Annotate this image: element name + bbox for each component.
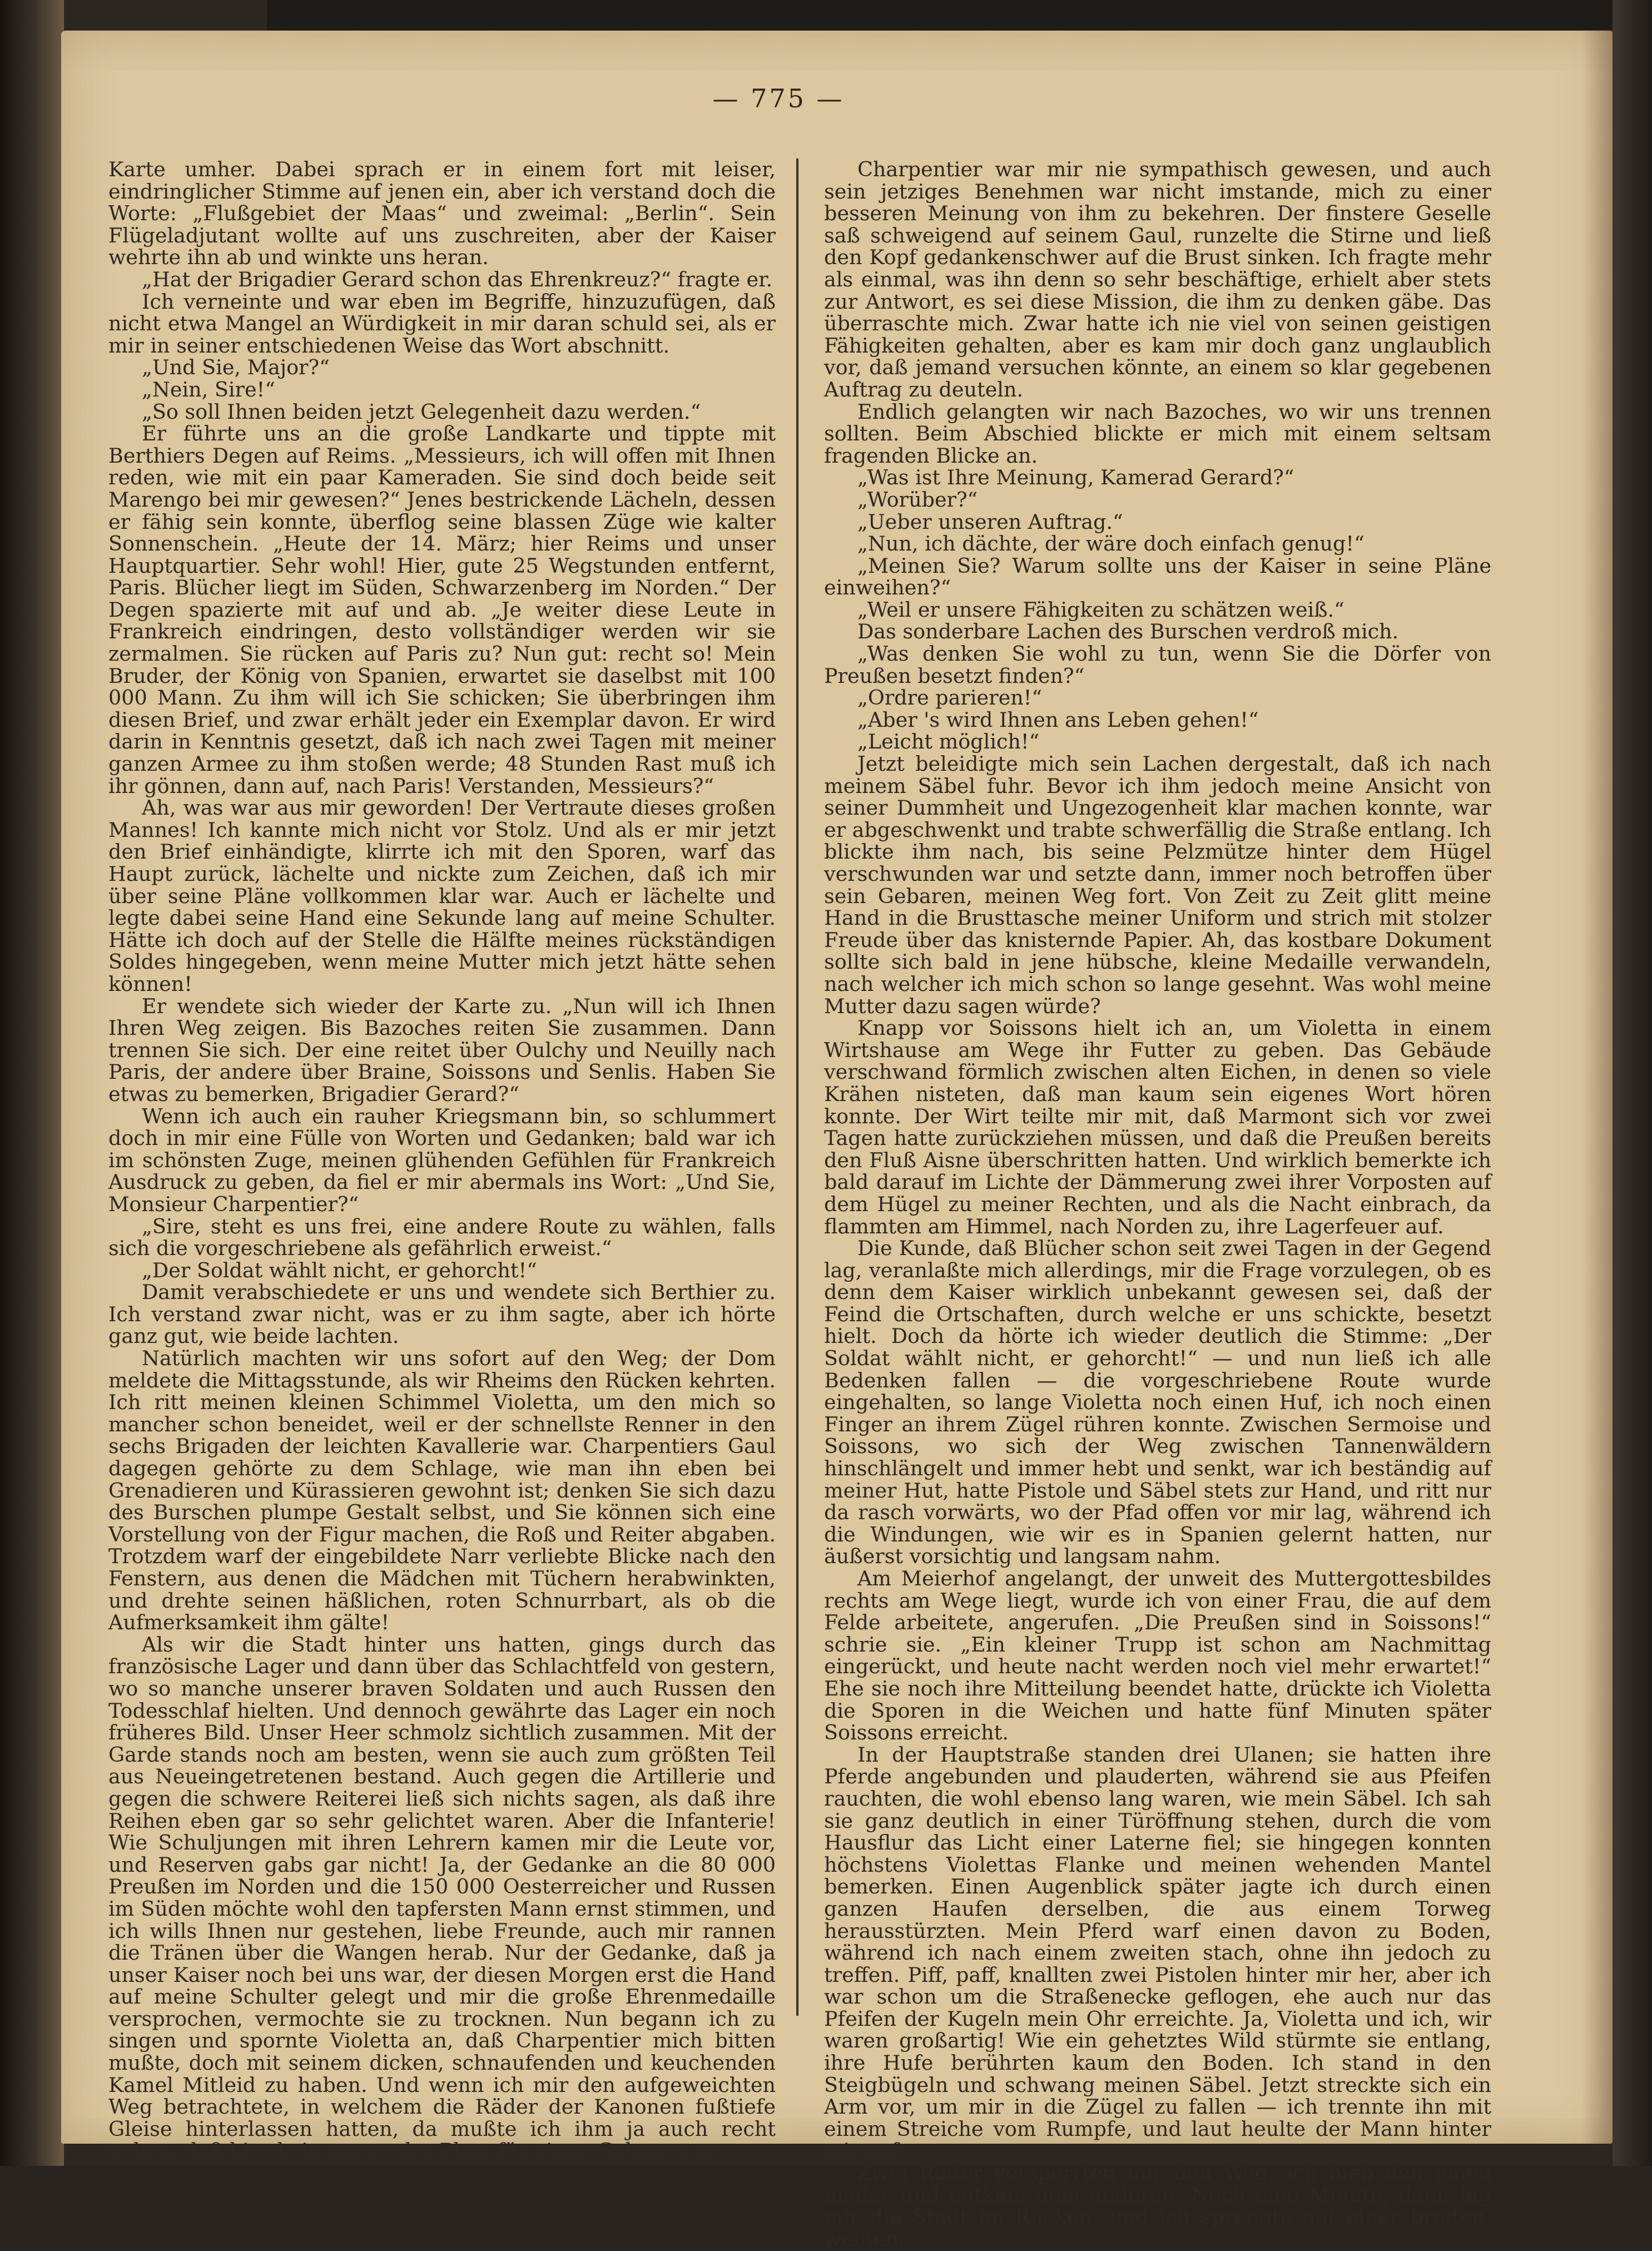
paragraph: Die Kunde, daß Blücher schon seit zwei Tagen in der Gegend lag, veranlaßte mich allerdings, mir die Frage vorzulegen, ob es denn dem Kaiser wirklich unbekannt gewesen sei, daß der Feind die Ortschaften, durch welche er uns schickte, besetzt hielt. Doch da hörte ich wieder deutlich die Stimme: „Der Soldat wählt nicht, er gehorcht!“ — und nun ließ ich alle Bedenken fallen — die vorgeschriebene Route wurde eingehalten, so lange Violetta noch einen Huf, ich noch einen Finger an ihrem Zügel rühren konnte. Zwischen Sermoise und Soissons, wo sich der Weg zwischen Tannenwäldern hinschlängelt und immer hebt und senkt, war ich beständig auf meiner Hut, hatte Pistole und Säbel stets zur Hand, und ritt nur da rasch vorwärts, wo der Pfad offen vor mir lag, während ich die Windungen, wie wir es in Spanien gelernt hatten, nur äußerst vorsichtig und langsam nahm. — [824, 1236, 1491, 1569]
paragraph: Natürlich machten wir uns sofort auf den Weg; der Dom meldete die Mittagsstunde, als wir Rheims den Rücken kehrten. Ich ritt meinen kleinen Schimmel Violetta, um den mich so mancher schon beneidet, weil er der schnellste Renner in den sechs Brigaden der leichten Kavallerie war. Charpentiers Gaul dagegen gehörte zu dem Schlage, wie man ihn eben bei Grenadieren und Kürassieren gewohnt ist; denken Sie sich dazu des Burschen plumpe Gestalt selbst, und Sie können sich eine Vorstellung von der Figur machen, die Roß und Reiter abgaben. Trotzdem warf der eingebildete Narr verliebte Blicke nach den Fenstern, aus denen die Mädchen mit Tüchern herabwinkten, und drehte seinen häßlichen, roten Schnurrbart, als ob die Aufmerksamkeit ihm gälte! — [108, 1346, 776, 1635]
paragraph: „Aber 's wird Ihnen ans Leben gehen!“ — [857, 707, 1259, 732]
paragraph: „Sire, steht es uns frei, eine andere Route zu wählen, falls sich die vorgeschriebene als gefährlich erweist.“ — [108, 1214, 776, 1261]
paragraph: Jetzt beleidigte mich sein Lachen dergestalt, daß ich nach meinem Säbel fuhr. Bevor ich ihm jedoch meine Ansicht von seiner Dummheit und Ungezogenheit klar machen konnte, war er abgeschwenkt und trabte schwerfällig die Straße entlang. Ich blickte ihm nach, bis seine Pelzmütze hinter dem Hügel verschwunden war und setzte dann, immer noch betroffen über sein Gebaren, meinen Weg fort. Von Zeit zu Zeit glitt meine Hand in die Brusttasche meiner Uniform und strich mit stolzer Freude über das knisternde Papier. Ah, das kostbare Dokument sollte sich bald in jene hübsche, kleine Medaille verwandeln, nach welcher ich mich schon so lange gesehnt. Was wohl meine Mutter dazu sagen würde? — [824, 752, 1491, 1018]
paragraph: „Nein, Sire!“ — [142, 377, 275, 401]
paragraph: Endlich gelangten wir nach Bazoches, wo wir uns trennen sollten. Beim Abschied blickte er mich mit einem seltsam fragenden Blicke an. — [824, 399, 1491, 468]
paragraph: Karte umher. Dabei sprach er in einem fort mit leiser, eindringlicher Stimme auf jenen ein, aber ich verstand doch die Worte: „Flußgebiet der Maas“ und zweimal: „Berlin“. Sein Flügeladjutant wollte auf uns zuschreiten, aber der Kaiser wehrte ihn ab und winkte uns heran. — [108, 157, 776, 270]
paragraph: Ah, was war aus mir geworden! Der Vertraute dieses großen Mannes! Ich kannte mich nicht vor Stolz. Und als er mir jetzt den Brief einhändigte, klirrte ich mit den Sporen, warf das Haupt zurück, lächelte und nickte zum Zeichen, daß ich mir über seine Pläne vollkommen klar war. Auch er lächelte und legte dabei seine Hand eine Sekunde lang auf meine Schulter. Hätte ich doch auf der Stelle die Hälfte meines rückständigen Soldes hingegeben, wenn meine Mutter mich jetzt hätte sehen können! — [108, 796, 776, 996]
paragraph: „Ueber unseren Auftrag.“ — [857, 509, 1123, 534]
paragraph: „Was ist Ihre Meinung, Kamerad Gerard?“ — [857, 465, 1294, 490]
paragraph: Am Meierhof angelangt, der unweit des Muttergottesbildes rechts am Wege liegt, wurde ich von einer Frau, die auf dem Felde arbeitete, angerufen. „Die Preußen sind in Soissons!“ schrie sie. „Ein kleiner Trupp ist schon am Nachmittag eingerückt, und heute nacht werden noch viel mehr erwartet!“ Ehe sie noch ihre Mitteilung beendet hatte, drückte ich Violetta die Sporen in die Weichen und hatte fünf Minuten später Soissons erreicht. — [824, 1566, 1491, 1745]
paragraph: „Was denken Sie wohl zu tun, wenn Sie die Dörfer von Preußen besetzt finden?“ — [824, 642, 1491, 688]
page-number: — 775 — — [712, 83, 845, 113]
book-cover-edge-top — [267, 0, 1652, 33]
paragraph: Charpentier war mir nie sympathisch gewesen, und auch sein jetziges Benehmen war nicht imstande, mich zu einer besseren Meinung von ihm zu bekehren. Der finstere Geselle saß schweigend auf seinem Gaul, runzelte die Stirne und ließ den Kopf gedankenschwer auf die Brust sinken. Ich fragte mehr als einmal, was ihn denn so sehr beschäftige, erhielt aber stets zur Antwort, es sei diese Mission, die ihm zu denken gäbe. Das überraschte mich. Zwar hatte ich nie viel von seinen geistigen Fähigkeiten gehalten, aber es kam mir doch ganz unglaublich vor, daß jemand versuchen könnte, an einem so klar gegebenen Auftrag zu deuteln. — [824, 157, 1491, 401]
paragraph: „Worüber?“ — [857, 487, 978, 512]
paragraph: „Ordre parieren!“ — [857, 686, 1043, 710]
paragraph: Er führte uns an die große Landkarte und tippte mit Berthiers Degen auf Reims. „Messieurs, ich will offen mit Ihnen reden, wie mit ein paar Kameraden. Sie sind doch beide seit Marengo bei mir gewesen?“ Jenes bestrickende Lächeln, dessen er fähig sein konnte, überflog seine blassen Züge wie kalter Sonnenschein. „Heute der 14. März; hier Reims und unser Hauptquartier. Sehr wohl! Hier, gute 25 Wegstunden entfernt, Paris. Blücher liegt im Süden, Schwarzenberg im Norden.“ Der Degen spazierte mit auf und ab. „Je weiter diese Leute in Frankreich eindringen, desto vollständiger werden wir sie zermalmen. Sie rücken auf Paris zu? Nun gut: recht so! Mein Bruder, der König von Spanien, erwartet sie daselbst mit 100 000 Mann. Zu ihm will ich Sie schicken; Sie überbringen ihm diesen Brief, und zwar erhält jeder ein Exemplar davon. Er wird darin in Kenntnis gesetzt, daß ich nach zwei Tagen mit meiner ganzen Armee zu ihm stoßen werde; 48 Stunden Rast muß ich ihr gönnen, dann auf, nach Paris! Verstanden, Messieurs?“ — [108, 422, 776, 798]
text-column-right — [824, 157, 1491, 2251]
paragraph: „Meinen Sie? Warum sollte uns der Kaiser in seine Pläne einweihen?“ — [824, 553, 1491, 600]
paragraph: „So soll Ihnen beiden jetzt Gelegenheit dazu werden.“ — [142, 399, 701, 424]
book-binding — [0, 0, 64, 2166]
paragraph: Ich verneinte und war eben im Begriffe, hinzuzufügen, daß nicht etwa Mangel an Würdigkeit in mir daran schuld sei, als er mir in seiner entschiedenen Weise das Wort abschnitt. — [108, 289, 776, 358]
paragraph: Er wendete sich wieder der Karte zu. „Nun will ich Ihnen Ihren Weg zeigen. Bis Bazoches reiten Sie zusammen. Dann trennen Sie sich. Der eine reitet über Oulchy und Neuilly nach Paris, der andere über Braine, Soissons und Senlis. Haben Sie etwas zu bemerken, Brigadier Gerard?“ — [108, 994, 776, 1106]
paragraph: In der Hauptstraße standen drei Ulanen; sie hatten ihre Pferde angebunden und plauderten, während sie aus Pfeifen rauchten, die wohl ebenso lang waren, wie mein Säbel. Ich sah sie ganz deutlich in einer Türöffnung stehen, durch die vom Hausflur das Licht einer Laterne fiel; sie hingegen konnten höchstens Violettas Flanke und meinen wehenden Mantel bemerken. Einen Augenblick später jagte ich durch einen ganzen Haufen derselben, die aus einem Torweg herausstürzten. Mein Pferd warf einen davon zu Boden, während ich nach einem zweiten stach, ohne ihn jedoch zu treffen. Piff, paff, knallten zwei Pistolen hinter mir her, aber ich war schon um die Straßenecke geflogen, ehe auch nur das Pfeifen der Kugeln mein Ohr erreichte. Ja, Violetta und ich, wir waren großartig! Wie ein gehetztes Wild stürmte sie entlang, ihre Hufe berührten kaum den Boden. Ich stand in den Steigbügeln und schwang meinen Säbel. Jetzt streckte sich ein Arm vor, um mir in die Zügel zu fallen — ich trennte ihn mit einem Streiche vom Rumpfe, und laut heulte der Mann hinter mir auf. — [824, 1742, 1491, 2163]
paragraph: Damit verabschiedete er uns und wendete sich Berthier zu. Ich verstand zwar nicht, was er zu ihm sagte, aber ich hörte ganz gut, wie beide lachten. — [108, 1280, 776, 1348]
paragraph: „Der Soldat wählt nicht, er gehorcht!“ — [142, 1258, 537, 1282]
paragraph: „Hat der Brigadier Gerard schon das Ehrenkreuz?“ fragte er. — [142, 267, 773, 291]
paragraph: Das sonderbare Lachen des Burschen verdroß mich. — [857, 619, 1399, 644]
paragraph: „Nun, ich dächte, der wäre doch einfach genug!“ — [857, 532, 1365, 556]
text-column-left — [108, 157, 776, 2163]
paragraph: „Und Sie, Major?“ — [142, 355, 330, 380]
page-edge-shadow — [1582, 31, 1613, 2144]
column-divider — [796, 158, 798, 2016]
paragraph: Knapp vor Soissons hielt ich an, um Violetta in einem Wirtshause am Wege ihr Futter zu geben. Das Gebäude verschwand förmlich zwischen alten Eichen, in denen so viele Krähen nisteten, daß man kaum sein eigenes Wort hören konnte. Der Wirt teilte mir mit, daß Marmont sich vor zwei Tagen hatte zurückziehen müssen, und daß die Preußen bereits den Fluß Aisne überschritten hatten. Und wirklich bemerkte ich bald darauf im Lichte der Dämmerung zwei ihrer Vorposten auf dem Hügel zu meiner Rechten, und als die Nacht einbrach, da flammten am Himmel, nach Norden zu, ihre Lagerfeuer auf. — [824, 1016, 1491, 1238]
paragraph: Als wir die Stadt hinter uns hatten, gings durch das französische Lager und dann über das Schlachtfeld von gestern, wo so manche unserer braven Soldaten und auch Russen den Todesschlaf hielten. Und dennoch gewährte das Lager ein noch früheres Bild. Unser Heer schmolz sichtlich zusammen. Mit der Garde stands noch am besten, wenn sie auch zum größten Teil aus Neueingetretenen bestand. Auch gegen die Artillerie und gegen die schwere Reiterei ließ sich nichts sagen, als daß ihre Reihen eben gar so sehr gelichtet waren. Aber die Infanterie! Wie Schuljungen mit ihren Lehrern kamen mir die Leute vor, und Reserven gabs gar nicht! Ja, der Gedanke an die 80 000 Preußen im Norden und die 150 000 Oesterreicher und Russen im Süden möchte wohl den tapfersten Mann ernst stimmen, und ich wills Ihnen nur gestehen, liebe Freunde, auch mir rannen die Tränen über die Wangen herab. Nur der Gedanke, daß ja unser Kaiser noch bei uns war, der diesen Morgen erst die Hand auf meine Schulter gelegt und mir die große Ehrenmedaille versprochen, vermochte sie zu trocknen. Nun begann ich zu singen und spornte Violetta an, daß Charpentier mich bitten mußte, doch mit seinem dicken, schnaufenden und keuchenden Kamel Mitleid zu haben. Und wenn ich mir den aufgeweichten Weg betrachtete, in welchem die Räder der Kanonen fußtiefe Gleise hinterlassen hatten, da mußte ich ihm ja auch recht geben, daß hier kein passender Platz für einen Galopp war. — [108, 1632, 776, 2163]
paragraph: Zwei Reiter versperrten mir den Weg; ich hieb den einen nieder und entkam dem anderen. Noch eine Minute, dann lag mir die Stadt im Rücken, und ich sprengte auf einer breiten, weißen, — [824, 2161, 1491, 2251]
paragraph: „Leicht möglich!“ — [857, 730, 1040, 754]
paragraph: Wenn ich auch ein rauher Kriegsmann bin, so schlummert doch in mir eine Fülle von Worten und Gedanken; bald war ich im schönsten Zuge, meinen glühenden Gefühlen für Frankreich Ausdruck zu geben, da fiel er mir abermals ins Wort: „Und Sie, Monsieur Charpentier?“ — [108, 1104, 776, 1216]
book-cover-edge-right — [1613, 0, 1652, 2166]
paragraph: „Weil er unsere Fähigkeiten zu schätzen weiß.“ — [857, 597, 1345, 622]
